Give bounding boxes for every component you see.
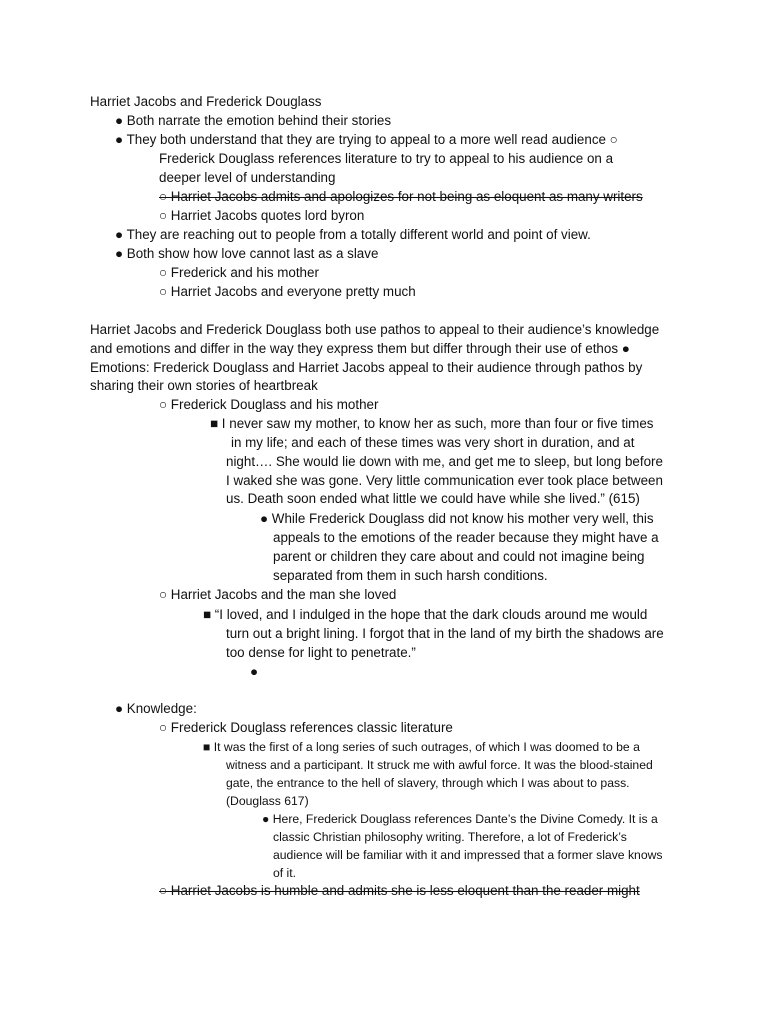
doc-title: Harriet Jacobs and Frederick Douglass — [90, 94, 322, 109]
sub-item-text: Frederick Douglass references literature to try to appeal to his audience on a — [159, 151, 614, 166]
quote-line: us. Death soon ended what little we could have while she lived.” (615) — [226, 491, 640, 506]
quote-line: gate, the entrance to the hell of slavery, through which I was about to pass. — [226, 776, 630, 790]
quote-line: in my life; and each of these times was very short in duration, and at — [231, 435, 635, 450]
quote-line: I waked she was gone. Very little communication ever took place between — [226, 473, 663, 488]
analysis-line: appeals to the emotions of the reader because they might have a — [273, 530, 659, 545]
analysis-line: parent or children they care about and could not imagine being — [273, 549, 645, 564]
paragraph-line: Harriet Jacobs and Frederick Douglass both use pathos to appeal to their audience’s knowledge — [90, 322, 660, 337]
empty-bullet: ● — [250, 664, 259, 679]
quote-line: ■ I never saw my mother, to know her as such, more than four or five times — [210, 416, 654, 431]
quote-line: (Douglass 617) — [226, 794, 309, 808]
quote-line: ■ It was the first of a long series of such outrages, of which I was doomed to be a — [203, 740, 640, 754]
struck-sub-item: ○ Harriet Jacobs is humble and admits she is less eloquent than the reader might — [159, 883, 640, 898]
sub-item: ○ Harriet Jacobs quotes lord byron — [159, 208, 365, 223]
analysis-line: ● While Frederick Douglass did not know his mother very well, this — [260, 511, 654, 526]
sub-item: ○ Frederick Douglass references classic literature — [159, 720, 453, 735]
analysis-line: classic Christian philosophy writing. Therefore, a lot of Frederick’s — [273, 830, 627, 844]
bullet-item: ● They are reaching out to people from a totally different world and point of view. — [115, 227, 591, 242]
quote-line: night…. She would lie down with me, and get me to sleep, but long before — [226, 454, 663, 469]
analysis-line: audience will be familiar with it and impressed that a former slave knows — [273, 848, 663, 862]
paragraph-line: sharing their own stories of heartbreak — [90, 378, 318, 393]
analysis-line: ● Here, Frederick Douglass references Dante’s the Divine Comedy. It is a — [262, 812, 658, 826]
paragraph-line: Emotions: Frederick Douglass and Harriet Jacobs appeal to their audience through pathos by — [90, 360, 643, 375]
quote-line: turn out a bright lining. I forgot that in the land of my birth the shadows are — [226, 626, 664, 641]
analysis-line: of it. — [273, 866, 297, 880]
quote-line: ■ “I loved, and I indulged in the hope that the dark clouds around me would — [203, 607, 648, 622]
quote-line: witness and a participant. It struck me with awful force. It was the blood-stained — [226, 758, 653, 772]
sub-item: ○ Frederick Douglass and his mother — [159, 397, 379, 412]
sub-item: ○ Harriet Jacobs and the man she loved — [159, 587, 397, 602]
bullet-item: ● Both narrate the emotion behind their stories — [115, 113, 392, 128]
quote-line: too dense for light to penetrate.” — [226, 645, 416, 660]
struck-sub-item: ○ Harriet Jacobs admits and apologizes for not being as eloquent as many writers — [159, 189, 643, 204]
bullet-item: ● Knowledge: — [115, 701, 197, 716]
analysis-line: separated from them in such harsh conditions. — [273, 568, 548, 583]
bullet-item: ● Both show how love cannot last as a slave — [115, 246, 379, 261]
paragraph-line: and emotions and differ in the way they express them but differ through their use of ethos ● — [90, 341, 630, 356]
sub-item: ○ Frederick and his mother — [159, 265, 319, 280]
sub-item-text: deeper level of understanding — [159, 170, 336, 185]
bullet-item: ● They both understand that they are trying to appeal to a more well read audience ○ — [115, 132, 618, 147]
sub-item: ○ Harriet Jacobs and everyone pretty much — [159, 284, 416, 299]
